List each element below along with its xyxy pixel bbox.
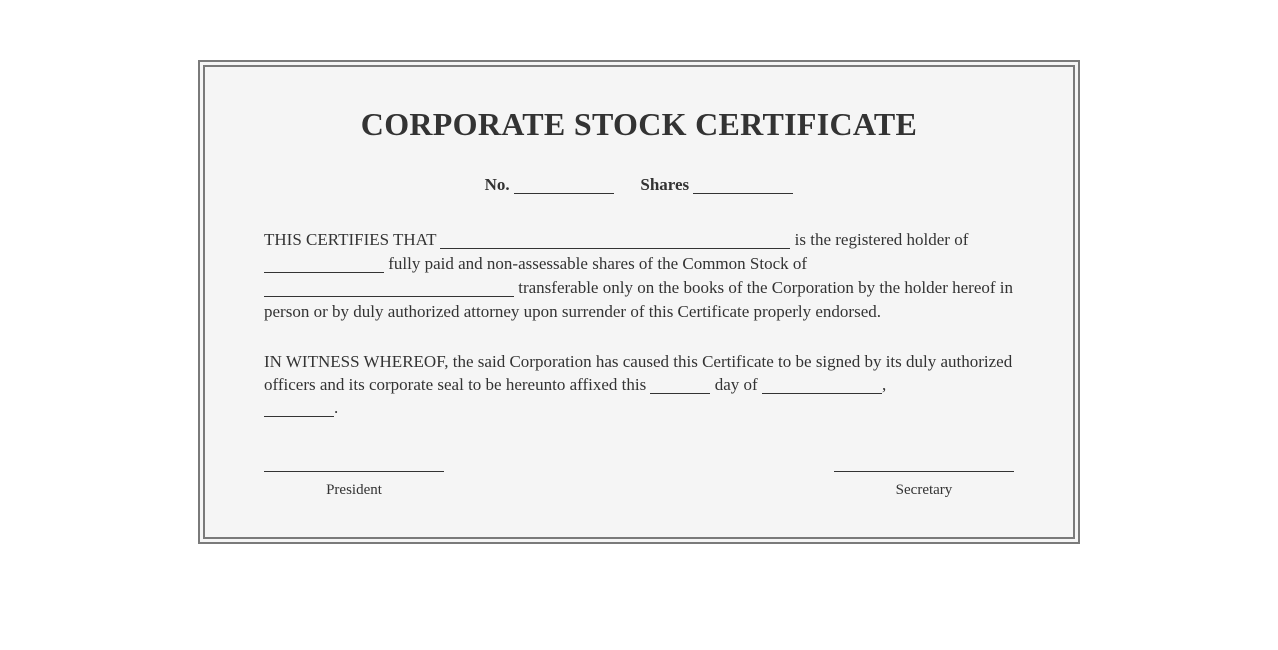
day-blank-line xyxy=(650,376,710,394)
comma-text: , xyxy=(881,375,887,394)
president-label: President xyxy=(326,482,382,498)
period-text: . xyxy=(334,398,339,417)
stock-certificate xyxy=(198,60,1080,544)
secretary-signature-block xyxy=(834,470,1014,499)
certificate-title: CORPORATE STOCK CERTIFICATE xyxy=(360,106,918,142)
certification-paragraph xyxy=(264,228,1024,324)
day-of-text: day of xyxy=(714,375,758,394)
shares-label: Shares xyxy=(640,175,690,194)
secretary-label: Secretary xyxy=(895,482,953,498)
shares-blank-line xyxy=(693,176,793,194)
witness-paragraph xyxy=(264,350,1024,419)
year-blank-line xyxy=(264,399,334,417)
share-count-blank-line xyxy=(264,255,384,273)
president-signature-line xyxy=(264,470,444,472)
number-blank-line xyxy=(514,176,614,194)
corporation-name-blank-line xyxy=(264,279,514,297)
month-blank-line xyxy=(762,376,882,394)
secretary-signature-line xyxy=(834,470,1014,472)
number-label: No. xyxy=(484,175,510,194)
holder-name-blank-line xyxy=(440,231,790,249)
president-signature-block xyxy=(264,470,444,499)
transferable-text: transferable only on the books of the Corporation by the holder hereof in person or by duly authorized attorney upon surrender of this Certificate properly endorsed. xyxy=(264,278,1014,321)
certifies-lead-text: THIS CERTIFIES THAT xyxy=(264,230,437,249)
shares-description-text: fully paid and non-assessable shares of the Common Stock of xyxy=(388,254,808,273)
registered-holder-text: is the registered holder of xyxy=(794,230,969,249)
witness-lead-text: IN WITNESS WHEREOF, the said Corporation has caused this Certificate to be signed by its duly authorized officers and its corporate seal to be hereunto affixed this xyxy=(264,352,1013,394)
number-shares-row xyxy=(200,175,1078,195)
